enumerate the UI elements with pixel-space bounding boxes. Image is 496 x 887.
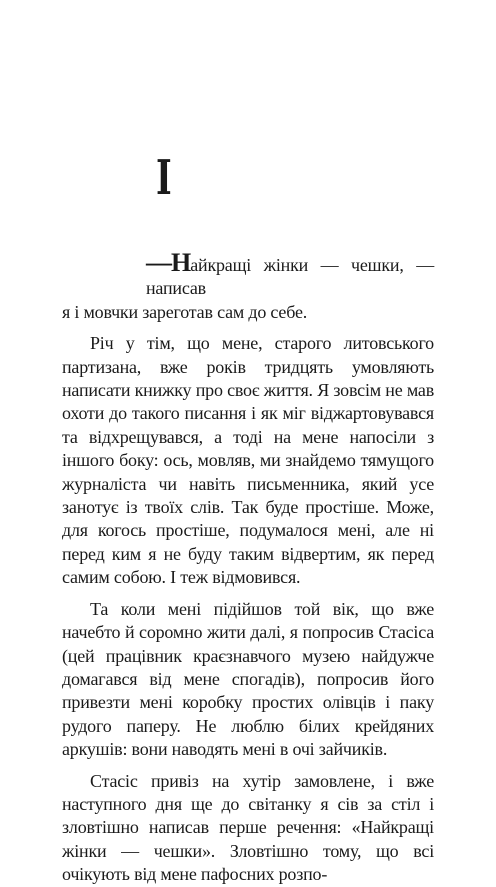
chapter-text: [62, 248, 434, 887]
paragraph: Та коли мені підійшов той вік, що вже начебто й соромно жити далі, я попросив Стасіса (цей працівник краєзнавчого музею найдужче домагався від мене спогадів), попросив його привезти мені коробку простих олівців і паку рудого паперу. Не люблю білих крейдяних аркушів: вони наводять мені в очі зайчиків.: [62, 598, 434, 760]
opening-line-continuation: я і мовчки зареготав сам до себе.: [62, 301, 308, 322]
paragraph: Стасіс привіз на хутір замовлене, і вже наступного дня ще до світанку я сів за стіл і зловтішно написав перше речення: «Найкращі жінки — чешки». Зловтішно тому, що всі очікують від мене пафосних розпо-: [62, 770, 434, 885]
opening-line-text: айкращі жінки — чешки, — написав: [146, 255, 434, 299]
paragraph: Річ у тім, що мене, старого литовського партизана, вже років тридцять умовляють написати книжку про своє життя. Я зовсім не мав охоти до такого писання і як міг віджартовувався та відхрещувався, а тоді на мене напосіли з іншого боку: ось, мовляв, ми знайдемо тямущого журналіста чи навіть письменника, який усе занотує із твоїх слів. Так буде простіше. Може, для когось простіше, подумалося мені, але ні перед ким я не буду таким відвертим, як перед самим собою. І теж відмовився.: [62, 333, 434, 588]
drop-letter: —Н: [146, 248, 191, 277]
chapter-number: I: [156, 150, 172, 206]
opening-line: [62, 248, 434, 301]
